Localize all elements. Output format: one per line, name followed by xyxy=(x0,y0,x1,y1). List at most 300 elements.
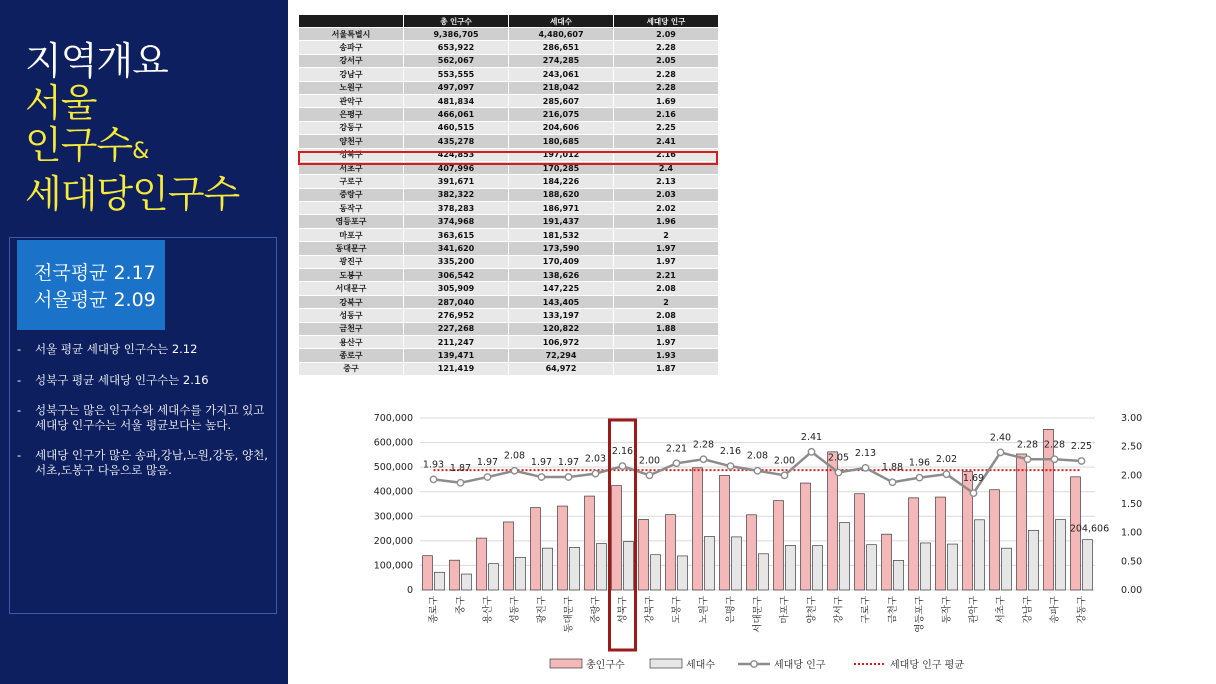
line-data-label: 1.97 xyxy=(530,457,553,469)
y-right-tick-label: 0.00 xyxy=(1121,585,1143,596)
y-right-tick-label: 1.50 xyxy=(1121,499,1143,510)
line-data-label: 2.21 xyxy=(665,443,688,455)
table-cell: 211,247 xyxy=(404,335,509,348)
bar-total-population xyxy=(423,556,433,590)
x-tick-label: 노원구 xyxy=(698,596,710,624)
line-data-label: 2.40 xyxy=(989,432,1012,444)
table-cell: 성동구 xyxy=(299,309,404,322)
line-data-label: 1.97 xyxy=(476,457,499,469)
x-tick-label: 강북구 xyxy=(644,596,656,624)
bar-total-population xyxy=(774,501,784,590)
line-point xyxy=(862,465,868,471)
table-cell: 138,626 xyxy=(509,269,614,282)
table-cell: 173,590 xyxy=(509,242,614,255)
table-row xyxy=(299,94,719,107)
table-cell: 금천구 xyxy=(299,322,404,335)
bar-households xyxy=(975,520,985,590)
average-box xyxy=(17,240,165,330)
table-cell: 양천구 xyxy=(299,135,404,148)
line-data-label: 2.25 xyxy=(1070,441,1093,452)
bar-households xyxy=(840,523,850,590)
title-line-3 xyxy=(25,124,285,173)
bar-households xyxy=(435,572,445,590)
seongbuk-row-highlight xyxy=(298,151,718,165)
table-row xyxy=(299,81,719,94)
bar-total-population xyxy=(504,522,514,590)
table-cell: 466,061 xyxy=(404,108,509,121)
x-tick-label: 성북구 xyxy=(617,596,629,624)
table-row xyxy=(299,309,719,322)
table-cell: 341,620 xyxy=(404,242,509,255)
legend-swatch-total-population xyxy=(550,659,582,668)
table-cell: 305,909 xyxy=(404,282,509,295)
bar-households xyxy=(624,542,634,590)
table-cell: 2.08 xyxy=(614,282,719,295)
line-data-label: 2.28 xyxy=(1043,439,1066,451)
table-row xyxy=(299,335,719,348)
table-row xyxy=(299,41,719,54)
bar-households xyxy=(732,537,742,590)
table-row xyxy=(299,175,719,188)
table-cell: 1.88 xyxy=(614,322,719,335)
x-tick-label: 구로구 xyxy=(860,596,872,624)
bar-households xyxy=(651,555,661,590)
bar-households xyxy=(759,554,769,590)
table-row xyxy=(299,108,719,121)
bar-total-population xyxy=(1017,454,1027,590)
table-cell: 강서구 xyxy=(299,54,404,67)
x-tick-label: 서대문구 xyxy=(752,596,764,633)
y-left-tick-label: 300,000 xyxy=(373,511,413,523)
line-data-label: 2.00 xyxy=(773,455,796,467)
line-data-label: 2.00 xyxy=(638,455,661,467)
table-row xyxy=(299,188,719,201)
x-tick-label: 성동구 xyxy=(509,596,521,624)
bar-households xyxy=(948,544,958,590)
table-cell: 강북구 xyxy=(299,295,404,308)
table-cell: 197,012 xyxy=(509,148,614,161)
bullet-item: - 서울 평균 세대당 인구수는 2.12 xyxy=(17,342,198,356)
legend-label: 총인구수 xyxy=(586,660,625,671)
legend-swatch-persons-point xyxy=(751,661,757,667)
table-cell: 287,040 xyxy=(404,295,509,308)
line-point xyxy=(457,480,463,486)
y-right-tick-label: 0.50 xyxy=(1121,556,1143,568)
line-data-label: 2.28 xyxy=(692,439,715,451)
table-cell: 노원구 xyxy=(299,81,404,94)
line-point xyxy=(592,470,598,476)
bar-households xyxy=(786,545,796,590)
table-cell: 강남구 xyxy=(299,68,404,81)
table-cell: 2.16 xyxy=(614,108,719,121)
title-line-3-text: 인구수 xyxy=(25,123,133,167)
table-cell: 460,515 xyxy=(404,121,509,134)
table-cell: 도봉구 xyxy=(299,269,404,282)
table-cell: 서초구 xyxy=(299,161,404,174)
table-cell: 4,480,607 xyxy=(509,28,614,41)
table-cell: 2.13 xyxy=(614,175,719,188)
table-cell: 마포구 xyxy=(299,228,404,241)
bullet-text: 성북구 평균 세대당 인구수는 2.16 xyxy=(35,372,209,387)
bar-households xyxy=(678,556,688,590)
table-cell: 72,294 xyxy=(509,349,614,362)
x-tick-label: 양천구 xyxy=(806,596,818,624)
table-cell: 374,968 xyxy=(404,215,509,228)
table-cell: 1.97 xyxy=(614,255,719,268)
national-average: 전국평균 2.17 xyxy=(34,262,156,284)
table-cell: 광진구 xyxy=(299,255,404,268)
y-right-tick-label: 2.50 xyxy=(1121,441,1143,453)
line-point xyxy=(700,456,706,462)
y-left-tick-label: 500,000 xyxy=(373,462,413,474)
line-point xyxy=(997,449,1003,455)
table-cell: 1.97 xyxy=(614,335,719,348)
table-row xyxy=(299,28,719,41)
table-cell: 영등포구 xyxy=(299,215,404,228)
table-cell: 306,542 xyxy=(404,269,509,282)
seoul-average: 서울평균 2.09 xyxy=(34,289,156,311)
bar-households xyxy=(570,547,580,590)
table-header-cell: 총 인구수 xyxy=(404,15,509,28)
table-header-cell: 세대당 인구 xyxy=(614,15,719,28)
x-tick-label: 도봉구 xyxy=(671,596,683,624)
bar-total-population xyxy=(612,486,622,590)
bar-total-population xyxy=(585,496,595,590)
x-tick-label: 강동구 xyxy=(1076,596,1088,624)
table-header-row xyxy=(299,15,719,28)
table-cell: 2 xyxy=(614,228,719,241)
table-row xyxy=(299,295,719,308)
table-cell: 64,972 xyxy=(509,362,614,375)
bar-households xyxy=(462,574,472,590)
y-left-tick-label: 700,000 xyxy=(373,413,413,424)
table-cell: 106,972 xyxy=(509,335,614,348)
table-cell: 2.16 xyxy=(614,148,719,161)
bar-households xyxy=(894,560,904,590)
bar-total-population xyxy=(801,483,811,590)
table-cell: 553,555 xyxy=(404,68,509,81)
table-cell: 2.25 xyxy=(614,121,719,134)
table-cell: 2.41 xyxy=(614,135,719,148)
table-cell: 2.28 xyxy=(614,81,719,94)
table-cell: 2.21 xyxy=(614,269,719,282)
table-cell: 181,532 xyxy=(509,228,614,241)
bar-households xyxy=(489,564,499,590)
table-cell: 중구 xyxy=(299,362,404,375)
table-cell: 276,952 xyxy=(404,309,509,322)
x-tick-label: 중랑구 xyxy=(590,596,602,624)
legend-label: 세대당 인구 xyxy=(774,660,826,671)
x-tick-label: 용산구 xyxy=(482,596,494,624)
table-header-cell xyxy=(299,15,404,28)
y-left-tick-label: 100,000 xyxy=(373,560,413,572)
table-cell: 170,285 xyxy=(509,161,614,174)
table-cell: 2.4 xyxy=(614,161,719,174)
table-row xyxy=(299,228,719,241)
table-cell: 218,042 xyxy=(509,81,614,94)
table-row xyxy=(299,282,719,295)
bullet-item: - 세대당 인구가 많은 송파,강남,노원,강동, 양천,서초,도봉구 다음으로 많음. xyxy=(17,448,268,477)
bar-total-population xyxy=(720,475,730,590)
line-data-label: 2.28 xyxy=(1016,439,1039,451)
population-table xyxy=(298,14,719,376)
table-row xyxy=(299,121,719,134)
bar-total-population xyxy=(1044,429,1054,590)
line-data-label: 2.05 xyxy=(827,452,850,464)
x-tick-label: 서초구 xyxy=(995,596,1007,624)
bar-households xyxy=(597,544,607,590)
table-cell: 2.28 xyxy=(614,68,719,81)
table-cell: 동작구 xyxy=(299,202,404,215)
bullet-item: - 성북구는 많은 인구수와 세대수를 가지고 있고 세대당 인구수는 서울 평균보다는 높다. xyxy=(17,403,265,432)
table-row xyxy=(299,54,719,67)
bar-total-population xyxy=(558,506,568,590)
line-data-label: 2.16 xyxy=(611,446,634,458)
line-point xyxy=(727,463,733,469)
table-cell: 481,834 xyxy=(404,94,509,107)
bar-households xyxy=(1029,530,1039,590)
line-point xyxy=(1024,456,1030,462)
bar-households xyxy=(1083,540,1093,590)
table-cell: 407,996 xyxy=(404,161,509,174)
table-row xyxy=(299,362,719,375)
bar-total-population xyxy=(909,498,919,590)
bar-total-population xyxy=(450,560,460,590)
table-cell: 중랑구 xyxy=(299,188,404,201)
table-cell: 2.08 xyxy=(614,309,719,322)
x-tick-label: 종로구 xyxy=(428,596,440,624)
table-cell: 서대문구 xyxy=(299,282,404,295)
line-point xyxy=(430,476,436,482)
bullet-text: 서울 평균 세대당 인구수는 2.12 xyxy=(35,342,198,356)
x-tick-label: 강서구 xyxy=(833,596,845,624)
line-point xyxy=(619,463,625,469)
bar-households xyxy=(516,557,526,590)
title-ampersand: & xyxy=(132,139,149,164)
bullet-list xyxy=(17,342,272,493)
line-data-label: 2.08 xyxy=(503,450,526,462)
y-left-tick-label: 200,000 xyxy=(373,535,413,547)
table-cell: 용산구 xyxy=(299,335,404,348)
left-panel xyxy=(0,0,288,684)
table-cell: 서울특별시 xyxy=(299,28,404,41)
table-row xyxy=(299,242,719,255)
y-right-tick-label: 2.00 xyxy=(1121,470,1143,482)
line-data-label: 1.88 xyxy=(881,462,904,474)
table-cell: 1.93 xyxy=(614,349,719,362)
table-cell: 204,606 xyxy=(509,121,614,134)
table-row xyxy=(299,322,719,335)
x-tick-label: 강남구 xyxy=(1022,596,1034,624)
bar-total-population xyxy=(882,534,892,590)
table-cell: 363,615 xyxy=(404,228,509,241)
table-row xyxy=(299,269,719,282)
table-cell: 2.02 xyxy=(614,202,719,215)
line-data-label: 1.87 xyxy=(449,462,472,474)
line-point xyxy=(565,474,571,480)
legend-label: 세대수 xyxy=(686,660,715,671)
table-cell: 188,620 xyxy=(509,188,614,201)
x-tick-label: 동작구 xyxy=(941,596,953,624)
line-point xyxy=(889,479,895,485)
table-cell: 424,853 xyxy=(404,148,509,161)
table-cell: 2.28 xyxy=(614,41,719,54)
line-point xyxy=(808,449,814,455)
bar-total-population xyxy=(666,515,676,590)
table-cell: 2.05 xyxy=(614,54,719,67)
bar-households xyxy=(921,543,931,590)
x-tick-label: 광진구 xyxy=(536,596,548,624)
table-cell: 147,225 xyxy=(509,282,614,295)
line-data-label: 1.69 xyxy=(962,473,985,485)
bar-total-population xyxy=(693,468,703,590)
table-cell: 497,097 xyxy=(404,81,509,94)
x-tick-label: 마포구 xyxy=(779,596,791,624)
table-cell: 9,386,705 xyxy=(404,28,509,41)
table-cell: 2.09 xyxy=(614,28,719,41)
y-right-tick-label: 3.00 xyxy=(1121,413,1143,424)
x-tick-label: 동대문구 xyxy=(563,596,575,633)
table-cell: 335,200 xyxy=(404,255,509,268)
table-cell: 2 xyxy=(614,295,719,308)
table-cell: 1.87 xyxy=(614,362,719,375)
line-point xyxy=(1078,458,1084,464)
bullet-item: - 성북구 평균 세대당 인구수는 2.16 xyxy=(17,372,209,387)
table-cell: 구로구 xyxy=(299,175,404,188)
table-cell: 170,409 xyxy=(509,255,614,268)
x-tick-label: 금천구 xyxy=(887,596,899,624)
line-data-label: 2.16 xyxy=(719,446,742,458)
table-cell: 378,283 xyxy=(404,202,509,215)
line-point xyxy=(835,469,841,475)
table-cell: 은평구 xyxy=(299,108,404,121)
table-row xyxy=(299,255,719,268)
line-data-label: 2.41 xyxy=(800,431,823,443)
line-point xyxy=(781,472,787,478)
line-point xyxy=(538,474,544,480)
line-point xyxy=(943,471,949,477)
x-tick-label: 중구 xyxy=(455,596,467,615)
line-data-label: 2.03 xyxy=(584,453,607,465)
y-right-tick-label: 1.00 xyxy=(1121,527,1143,539)
bar-households xyxy=(705,536,715,590)
title-line-2: 서울 xyxy=(25,81,97,125)
line-data-label: 1.96 xyxy=(908,457,931,469)
table-cell: 227,268 xyxy=(404,322,509,335)
table-cell: 191,437 xyxy=(509,215,614,228)
bullet-text: 성북구는 많은 인구수와 세대수를 가지고 있고 세대당 인구수는 서울 평균보다는 높다. xyxy=(35,403,265,432)
x-tick-label: 관악구 xyxy=(968,596,980,624)
title-line-1: 지역개요 xyxy=(25,39,168,83)
bar-total-population xyxy=(531,508,541,590)
population-chart xyxy=(370,405,1170,683)
bar-total-population xyxy=(639,519,649,590)
line-point xyxy=(754,468,760,474)
line-point xyxy=(511,468,517,474)
bar-total-population xyxy=(855,494,865,590)
table-row xyxy=(299,349,719,362)
table-cell: 1.69 xyxy=(614,94,719,107)
y-left-tick-label: 400,000 xyxy=(373,486,413,498)
y-left-tick-label: 600,000 xyxy=(373,437,413,449)
line-data-label: 1.93 xyxy=(422,459,445,471)
table-cell: 382,322 xyxy=(404,188,509,201)
table-cell: 관악구 xyxy=(299,94,404,107)
bar-households xyxy=(867,545,877,590)
title-line-4: 세대당인구수 xyxy=(25,172,240,216)
table-cell: 종로구 xyxy=(299,349,404,362)
bar-total-population xyxy=(990,490,1000,590)
line-point xyxy=(484,474,490,480)
table-cell: 184,226 xyxy=(509,175,614,188)
page-title xyxy=(25,40,285,215)
table-cell: 성북구 xyxy=(299,148,404,161)
table-row xyxy=(299,68,719,81)
table-cell: 180,685 xyxy=(509,135,614,148)
table-cell: 243,061 xyxy=(509,68,614,81)
legend-label: 세대당 인구 평균 xyxy=(890,660,964,671)
table-cell: 1.96 xyxy=(614,215,719,228)
table-cell: 133,197 xyxy=(509,309,614,322)
line-point xyxy=(916,474,922,480)
table-cell: 286,651 xyxy=(509,41,614,54)
line-data-label: 1.97 xyxy=(557,457,580,469)
legend-swatch-households xyxy=(650,659,682,668)
x-tick-label: 은평구 xyxy=(725,596,737,624)
x-tick-label: 영등포구 xyxy=(914,596,926,633)
table-cell: 274,285 xyxy=(509,54,614,67)
y-left-tick-label: 0 xyxy=(406,585,413,596)
line-point xyxy=(970,490,976,496)
bullet-text: 세대당 인구가 많은 송파,강남,노원,강동, 양천,서초,도봉구 다음으로 많음. xyxy=(35,448,268,477)
table-cell: 186,971 xyxy=(509,202,614,215)
bar-households xyxy=(813,546,823,590)
table-header-cell: 세대수 xyxy=(509,15,614,28)
table-cell: 562,067 xyxy=(404,54,509,67)
bar-total-population xyxy=(747,515,757,590)
table-row xyxy=(299,135,719,148)
table-cell: 1.97 xyxy=(614,242,719,255)
table-cell: 121,419 xyxy=(404,362,509,375)
table-cell: 285,607 xyxy=(509,94,614,107)
bar-households xyxy=(1056,520,1066,590)
bar-households xyxy=(543,548,553,590)
table-cell: 391,671 xyxy=(404,175,509,188)
bar-total-population xyxy=(936,497,946,590)
table-cell: 139,471 xyxy=(404,349,509,362)
line-data-label: 2.08 xyxy=(746,450,769,462)
table-cell: 2.03 xyxy=(614,188,719,201)
bar-data-label: 204,606 xyxy=(1069,523,1110,535)
line-data-label: 2.13 xyxy=(854,447,877,459)
line-point xyxy=(673,460,679,466)
table-cell: 143,405 xyxy=(509,295,614,308)
table-row xyxy=(299,215,719,228)
line-point xyxy=(1051,456,1057,462)
bar-total-population xyxy=(477,538,487,590)
line-point xyxy=(646,472,652,478)
bar-households xyxy=(1002,548,1012,590)
table-cell: 435,278 xyxy=(404,135,509,148)
table-cell: 120,822 xyxy=(509,322,614,335)
table-cell: 동대문구 xyxy=(299,242,404,255)
table-cell: 송파구 xyxy=(299,41,404,54)
table-cell: 강동구 xyxy=(299,121,404,134)
x-tick-label: 송파구 xyxy=(1049,596,1061,624)
table-cell: 216,075 xyxy=(509,108,614,121)
table-row xyxy=(299,202,719,215)
table-cell: 653,922 xyxy=(404,41,509,54)
